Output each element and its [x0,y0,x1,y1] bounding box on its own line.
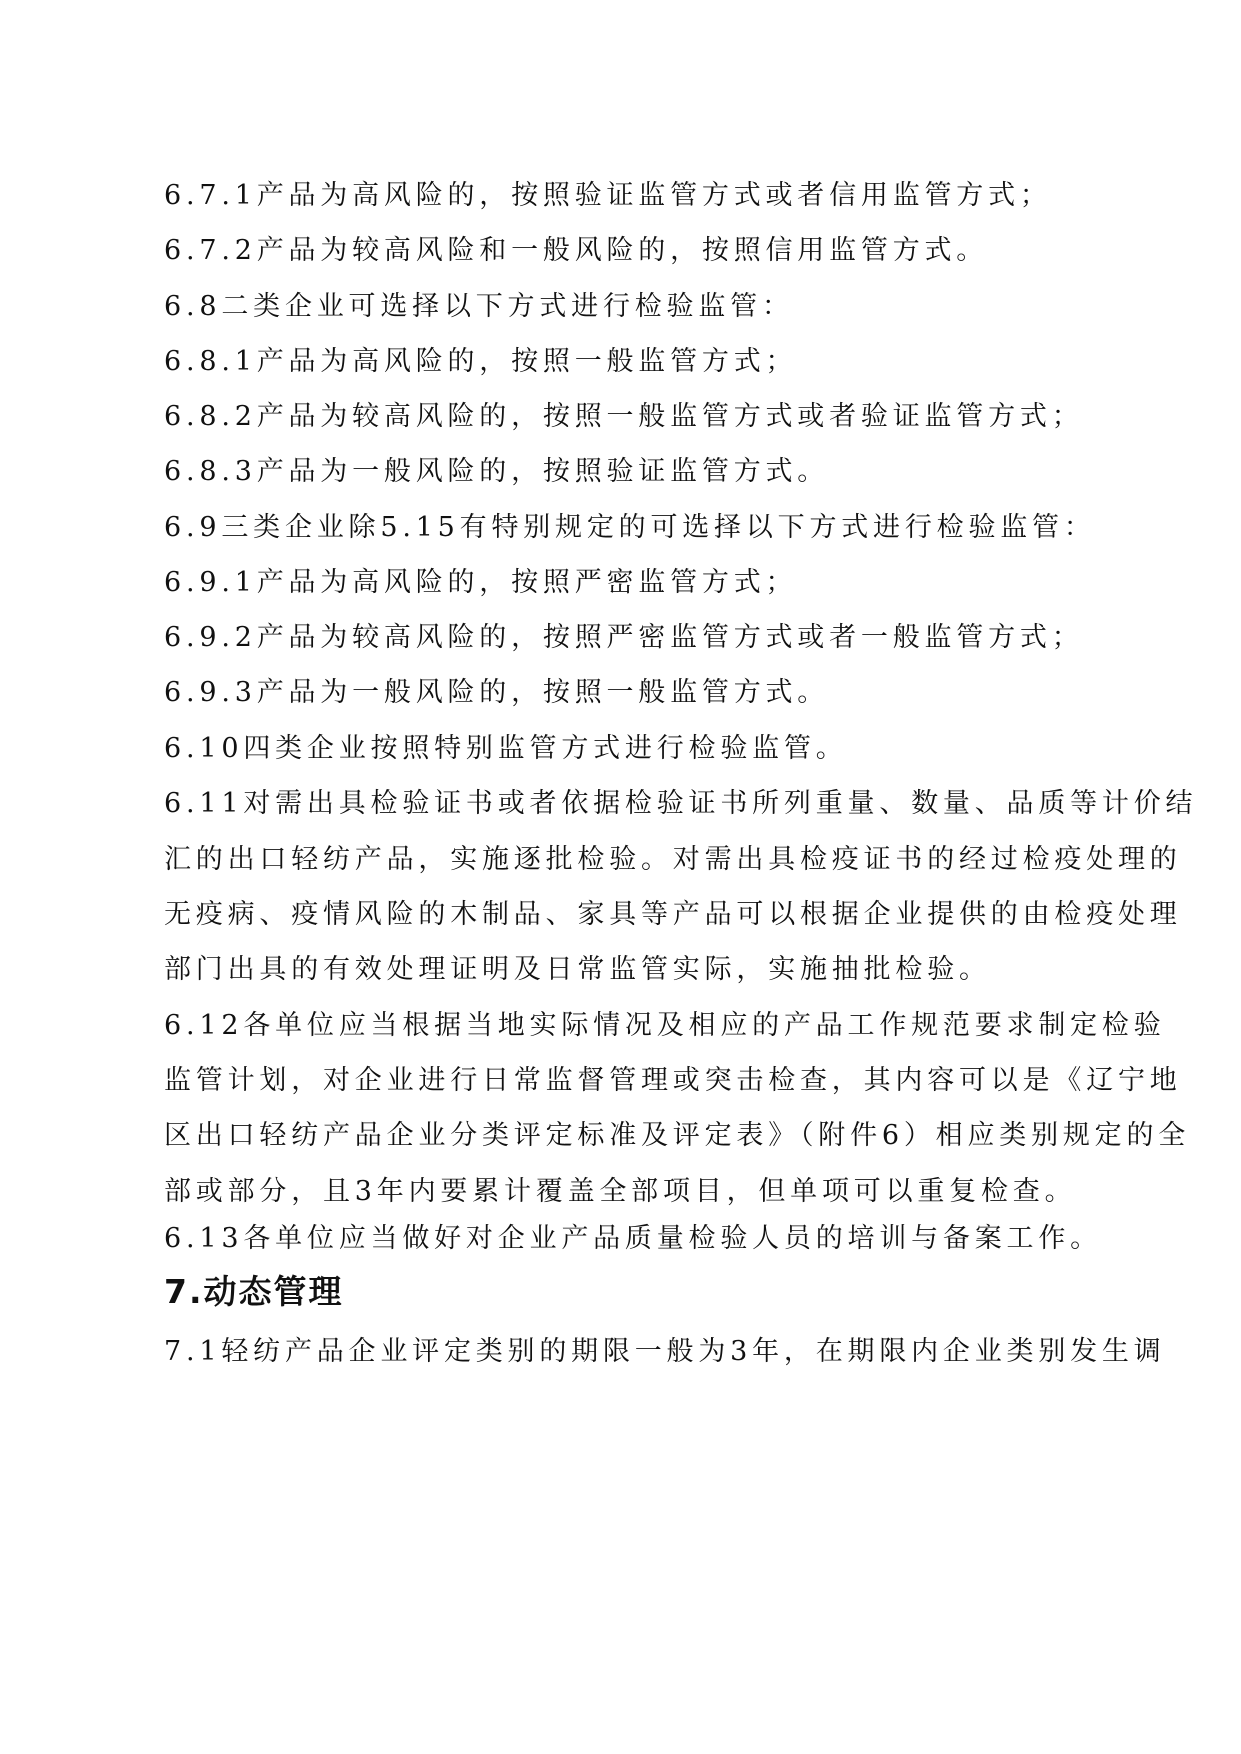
clause-6-12-line-1: 6.12各单位应当根据当地实际情况及相应的产品工作规范要求制定检验 [164,1010,1166,1041]
clause-6-8-3: 6.8.3产品为一般风险的，按照验证监管方式。 [164,456,830,487]
clause-6-12-line-3: 区出口轻纺产品企业分类评定标准及评定表》（附件6）相应类别规定的全 [164,1120,1191,1151]
clause-6-12-line-2: 监管计划，对企业进行日常监督管理或突击检查，其内容可以是《辽宁地 [164,1065,1182,1096]
section-heading: 7.动态管理 [164,1272,344,1311]
clause-6-11-line-1: 6.11对需出具检验证书或者依据检验证书所列重量、数量、品质等计价结 [164,788,1198,819]
clause-6-12-line-4: 部或部分，且3年内要累计覆盖全部项目，但单项可以重复检查。 [164,1176,1077,1207]
clause-6-9: 6.9三类企业除5.15有特别规定的可选择以下方式进行检验监管： [164,512,1096,543]
clause-6-8: 6.8二类企业可选择以下方式进行检验监管： [164,291,794,322]
clause-7-1-line-1: 7.1轻纺产品企业评定类别的期限一般为3年，在期限内企业类别发生调 [164,1336,1166,1367]
clause-6-9-1: 6.9.1产品为高风险的，按照严密监管方式； [164,567,798,598]
clause-6-9-2: 6.9.2产品为较高风险的，按照严密监管方式或者一般监管方式； [164,622,1084,653]
clause-6-13: 6.13各单位应当做好对企业产品质量检验人员的培训与备案工作。 [164,1223,1102,1254]
clause-6-9-3: 6.9.3产品为一般风险的，按照一般监管方式。 [164,677,830,708]
clause-6-11-line-3: 无疫病、疫情风险的木制品、家具等产品可以根据企业提供的由检疫处理 [164,899,1182,930]
clause-6-7-2: 6.7.2产品为较高风险和一般风险的，按照信用监管方式。 [164,235,989,266]
clause-6-8-1: 6.8.1产品为高风险的，按照一般监管方式； [164,346,798,377]
clause-6-11-line-4: 部门出具的有效处理证明及日常监管实际，实施抽批检验。 [164,954,991,985]
clause-6-7-1: 6.7.1产品为高风险的，按照验证监管方式或者信用监管方式； [164,180,1052,211]
clause-6-8-2: 6.8.2产品为较高风险的，按照一般监管方式或者验证监管方式； [164,401,1084,432]
clause-6-10: 6.10四类企业按照特别监管方式进行检验监管。 [164,733,848,764]
clause-6-11-line-2: 汇的出口轻纺产品，实施逐批检验。对需出具检疫证书的经过检疫处理的 [164,844,1182,875]
